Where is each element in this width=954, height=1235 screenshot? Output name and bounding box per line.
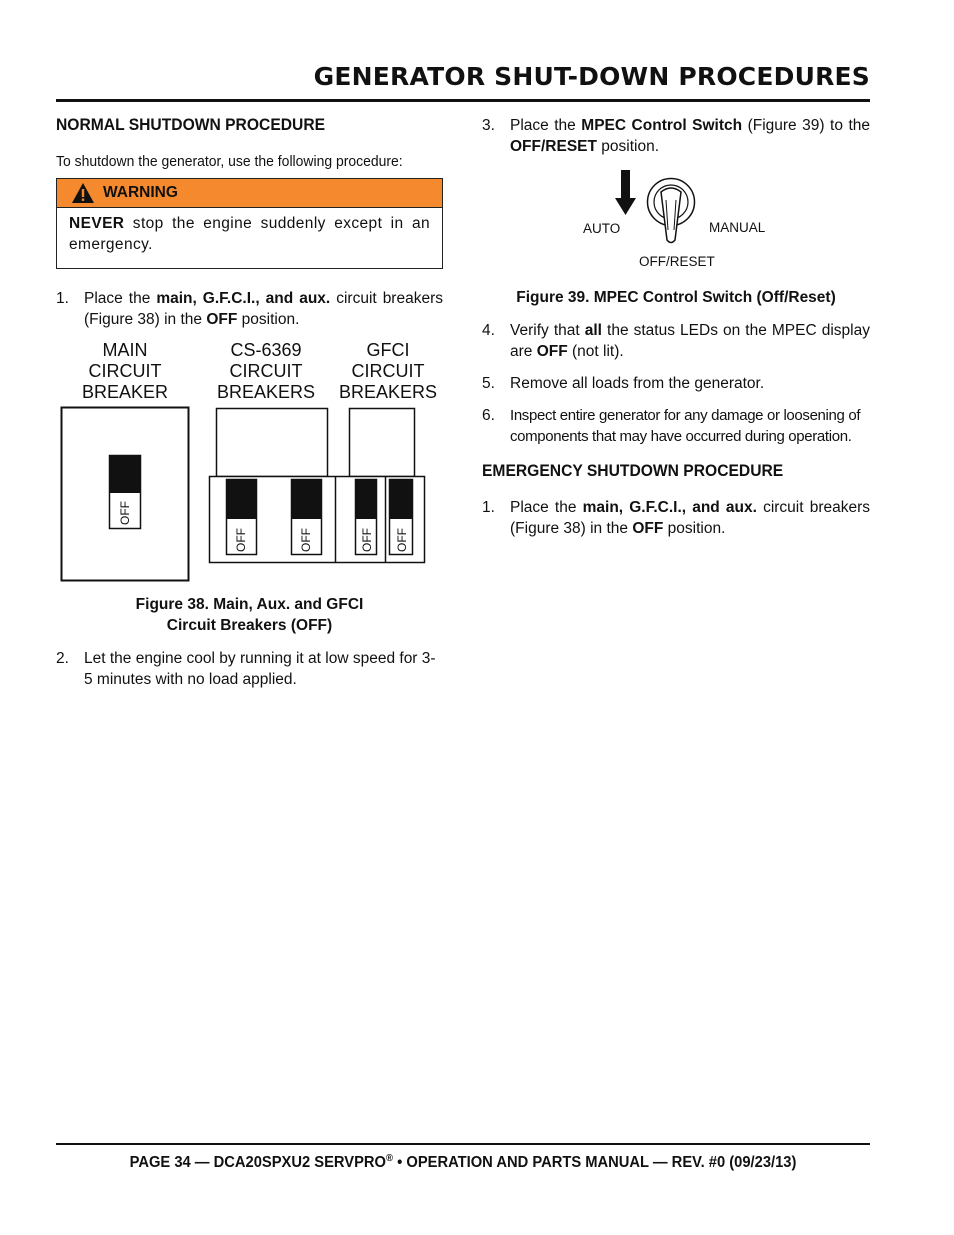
warning-text xyxy=(69,213,430,255)
normal-step-6 xyxy=(482,405,870,447)
footer-rule xyxy=(56,1143,870,1145)
step-number: 4. xyxy=(482,322,495,339)
normal-step-1 xyxy=(56,288,443,330)
main-breaker-off-text: OFF xyxy=(118,501,132,525)
emergency-shutdown-heading: EMERGENCY SHUTDOWN PROCEDURE xyxy=(482,461,784,480)
step-number: 2. xyxy=(56,650,69,667)
step-text-bold: OFF xyxy=(206,311,238,328)
normal-step-4 xyxy=(482,320,870,362)
down-arrow-icon xyxy=(621,170,630,200)
step-text-bold: all xyxy=(584,322,602,339)
label-line: GFCI xyxy=(366,340,410,360)
step-text-part: Verify that xyxy=(510,322,585,339)
step-number: 6. xyxy=(482,407,495,424)
cs6369-breaker-label xyxy=(206,340,326,403)
normal-intro: To shutdown the generator, use the following procedure: xyxy=(56,153,403,170)
step-text-bold: MPEC Control Switch xyxy=(581,117,743,134)
normal-step-5 xyxy=(482,373,870,394)
footer-text: PAGE 34 — DCA20SPXU2 SERVPRO xyxy=(129,1154,387,1172)
step-text-part: (Figure 39) to the xyxy=(742,117,870,134)
warning-box xyxy=(56,178,443,269)
step-text-part: Place the xyxy=(84,290,157,307)
caption-line: Circuit Breakers (OFF) xyxy=(166,617,333,634)
page-footer xyxy=(76,1153,849,1172)
label-line: BREAKERS xyxy=(216,382,316,402)
step-text-part: Place the xyxy=(510,499,583,516)
label-line: CIRCUIT xyxy=(351,361,425,381)
step-text-part: circuit breakers (Figure 38) in the xyxy=(84,290,443,328)
step-text-part: the status LEDs on the MPEC display are xyxy=(510,322,870,360)
main-breaker-label xyxy=(66,340,184,403)
step-number: 1. xyxy=(56,290,69,307)
normal-step-3 xyxy=(482,115,870,157)
figure-39-caption: Figure 39. MPEC Control Switch (Off/Reset) xyxy=(516,289,836,306)
manual-label: MANUAL xyxy=(709,220,766,235)
step-text-bold: OFF xyxy=(632,520,664,537)
figure-38-caption xyxy=(56,594,443,636)
page-title: GENERATOR SHUT-DOWN PROCEDURES xyxy=(313,62,870,91)
step-text-bold: OFF/RESET xyxy=(510,138,597,155)
gfci-switch-2-off: OFF xyxy=(395,528,409,552)
cs6369-switch-2-off: OFF xyxy=(299,528,313,552)
cs6369-switch-1-off: OFF xyxy=(234,528,248,552)
label-line: CIRCUIT xyxy=(229,361,303,381)
step-text xyxy=(84,288,443,330)
step-text xyxy=(510,115,870,157)
step-text-part: position. xyxy=(663,520,726,537)
auto-label: AUTO xyxy=(583,221,621,236)
step-text xyxy=(510,497,870,539)
warning-triangle-icon xyxy=(71,182,95,204)
main-breaker-toggle xyxy=(110,456,140,493)
step-text-part: position. xyxy=(237,311,300,328)
warning-strong: NEVER xyxy=(69,215,125,232)
label-line: BREAKERS xyxy=(338,382,438,402)
gfci-upper-box xyxy=(350,409,415,477)
mpec-switch-diagram xyxy=(612,168,702,250)
normal-shutdown-heading: NORMAL SHUTDOWN PROCEDURE xyxy=(56,115,326,134)
step-text: Let the engine cool by running it at low speed for 3-5 minutes with no load applied. xyxy=(84,650,436,688)
step-number: 5. xyxy=(482,375,495,392)
warning-body: stop the engine suddenly except in an emergency. xyxy=(69,215,430,253)
label-line: MAIN xyxy=(102,340,148,360)
step-text-part: (not lit). xyxy=(567,343,624,360)
emergency-step-1 xyxy=(482,497,870,539)
header-rule xyxy=(56,99,870,102)
step-text-bold: OFF xyxy=(536,343,568,360)
label-line: CS-6369 xyxy=(230,340,302,360)
step-text: Remove all loads from the generator. xyxy=(510,375,765,392)
step-text xyxy=(510,320,870,362)
step-number: 3. xyxy=(482,117,495,134)
caption-line: Figure 38. Main, Aux. and GFCI xyxy=(135,596,364,613)
label-line: BREAKER xyxy=(81,382,169,402)
cs6369-upper-box xyxy=(217,409,328,477)
registered-mark: ® xyxy=(386,1153,394,1164)
footer-text: • OPERATION AND PARTS MANUAL — REV. #0 (09/23/13) xyxy=(393,1154,797,1172)
warning-bar xyxy=(57,179,442,208)
step-text-part: position. xyxy=(596,138,660,155)
step-text-bold: main, G.F.C.I., and aux. xyxy=(582,499,757,516)
step-number: 1. xyxy=(482,499,495,516)
step-text: Inspect entire generator for any damage or loosening of components that may have occurred during operation. xyxy=(510,407,861,445)
warning-label: WARNING xyxy=(103,184,178,201)
gfci-breaker-label xyxy=(330,340,446,403)
step-text-bold: main, G.F.C.I., and aux. xyxy=(156,290,331,307)
off-reset-label: OFF/RESET xyxy=(639,254,715,269)
normal-step-2 xyxy=(56,648,443,690)
step-text-part: Place the xyxy=(510,117,582,134)
step-text-part: circuit breakers (Figure 38) in the xyxy=(510,499,871,537)
gfci-switch-1-off: OFF xyxy=(360,528,374,552)
label-line: CIRCUIT xyxy=(88,361,162,381)
breaker-diagram xyxy=(56,400,436,590)
